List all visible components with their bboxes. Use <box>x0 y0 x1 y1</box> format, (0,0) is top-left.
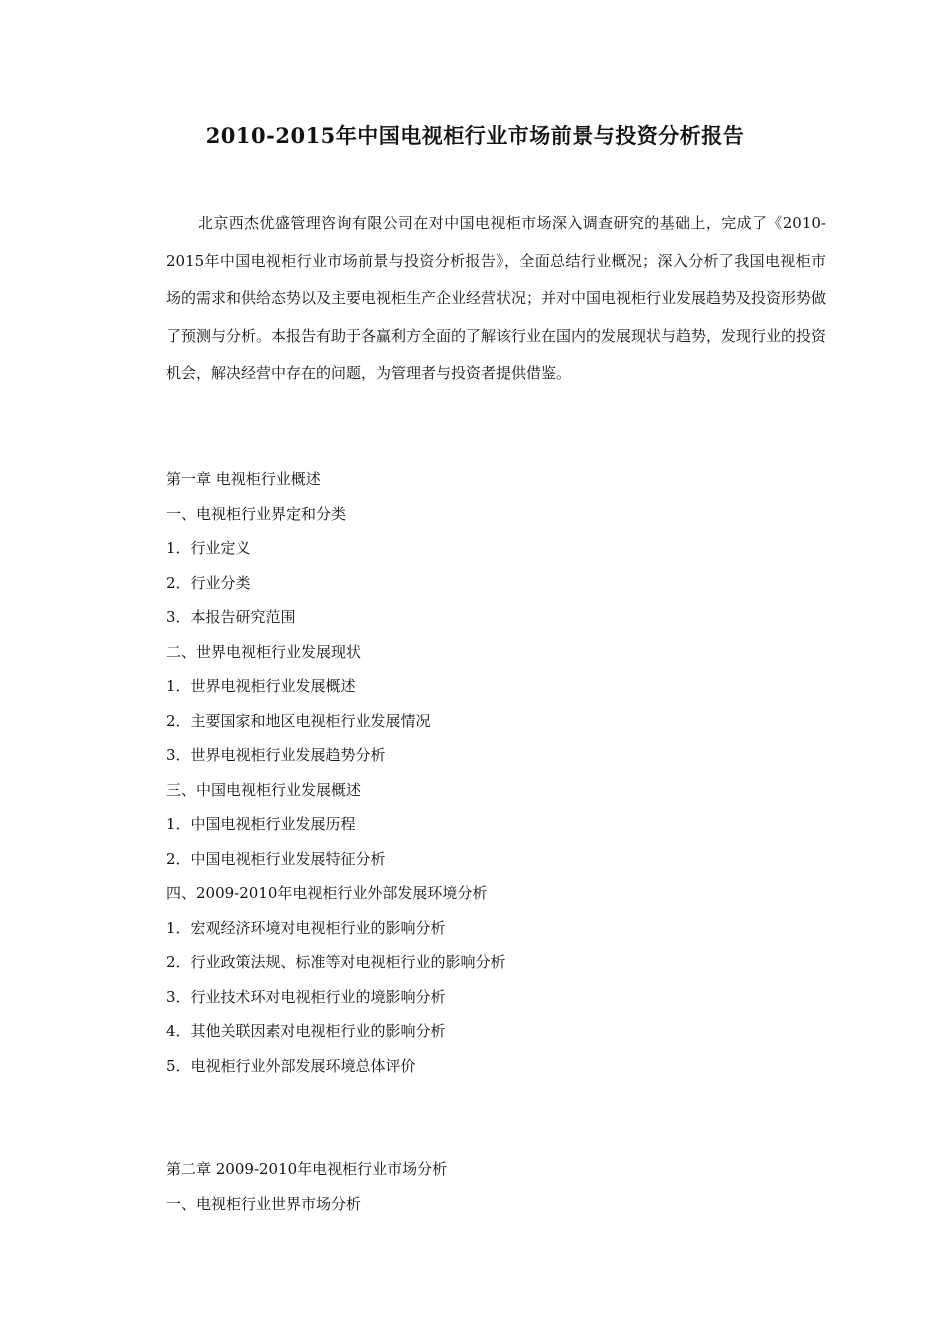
table-of-contents-chapter-1 <box>166 462 826 1083</box>
toc-item: 2．中国电视柜行业发展特征分析 <box>166 849 386 868</box>
toc-chapter-heading: 第一章 电视柜行业概述 <box>166 470 321 488</box>
toc-section: 四、2009-2010年电视柜行业外部发展环境分析 <box>166 884 488 902</box>
toc-item: 2．行业分类 <box>166 573 251 592</box>
toc-item: 3．行业技术环对电视柜行业的境影响分析 <box>166 987 446 1006</box>
report-title: 2010-2015年中国电视柜行业市场前景与投资分析报告 <box>205 123 745 148</box>
toc-section: 一、电视柜行业世界市场分析 <box>166 1194 362 1213</box>
toc-item: 2．行业政策法规、标准等对电视柜行业的影响分析 <box>166 953 506 971</box>
table-of-contents-chapter-2 <box>166 1152 826 1221</box>
toc-item: 3．世界电视柜行业发展趋势分析 <box>166 746 386 764</box>
toc-item: 1．宏观经济环境对电视柜行业的影响分析 <box>166 918 446 937</box>
toc-section: 二、世界电视柜行业发展现状 <box>166 642 362 661</box>
intro-paragraph: 北京西杰优盛管理咨询有限公司在对中国电视柜市场深入调查研究的基础上，完成了《2010-2015年中国电视柜行业市场前景与投资分析报告》，全面总结行业概况；深入分析了我国电视柜市场的需求和供给态势以及主要电视柜生产企业经营状况；并对中国电视柜行业发展趋势及投资形势做了预测与分析。本报告有助于各赢利方全面的了解该行业在国内的发展现状与趋势，发现行业的投资机会，解决经营中存在的问题，为管理者与投资者提供借鉴。 <box>166 214 827 382</box>
toc-chapter-heading: 第二章 2009-2010年电视柜行业市场分析 <box>166 1160 448 1178</box>
toc-section: 三、中国电视柜行业发展概述 <box>166 780 362 799</box>
toc-item: 1．行业定义 <box>166 539 251 557</box>
toc-item: 5．电视柜行业外部发展环境总体评价 <box>166 1056 416 1075</box>
toc-item: 4．其他关联因素对电视柜行业的影响分析 <box>166 1022 446 1040</box>
toc-item: 3．本报告研究范围 <box>166 608 296 626</box>
toc-item: 1．世界电视柜行业发展概述 <box>166 677 356 695</box>
toc-item: 2．主要国家和地区电视柜行业发展情况 <box>166 711 431 730</box>
toc-section: 一、电视柜行业界定和分类 <box>166 504 347 523</box>
toc-item: 1．中国电视柜行业发展历程 <box>166 815 356 833</box>
